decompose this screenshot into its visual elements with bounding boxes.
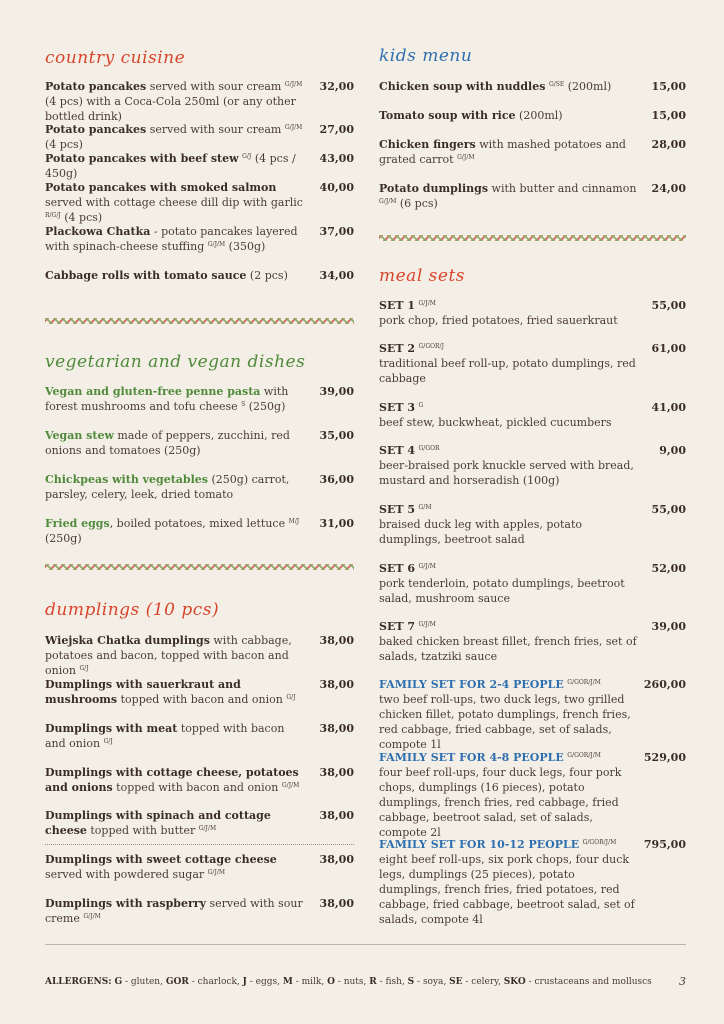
price: 37,00 [319, 225, 354, 238]
menu-item: Potato pancakes with smoked salmon served with cottage cheese dill dip with garlic $^{R/G/J}$ (4 pcs) 40,00 [45, 181, 354, 224]
menu-item: Dumplings with sauerkraut and mushrooms topped with bacon and onion $^{G/J}$ 38,00 [45, 678, 354, 706]
price: 28,00 [651, 138, 686, 151]
menu-item: Dumplings with sweet cottage cheese served with powdered sugar $^{G/J/M}$ 38,00 [45, 853, 354, 881]
price: 43,00 [319, 152, 354, 165]
menu-item: Potato dumplings with butter and cinnamon $^{G/J/M}$ (6 pcs) 24,00 [379, 182, 686, 210]
dotted-divider [45, 844, 354, 845]
section-title-vegetarian: vegetarian and vegan dishes [45, 352, 306, 372]
menu-item: Plackowa Chatka - potato pancakes layered with spinach-cheese stuffing $^{G/J/M}$ (350g) 37,00 [45, 225, 354, 253]
price: 55,00 [651, 503, 686, 516]
price: 38,00 [319, 766, 354, 779]
price: 27,00 [319, 123, 354, 136]
family-set-item: FAMILY SET FOR 10-12 PEOPLE $^{G/GOR/J/M}$ eight beef roll-ups, six pork chops, four duck legs, dumplings (25 pieces), potato dumplings, french fries, fried potatoes, red cabbage, fried cabbage, beetroot salad, set of salads, compote 4l 795,00 [379, 838, 686, 926]
menu-item: Vegan and gluten-free penne pasta with forest mushrooms and tofu cheese $^S$ (250g) 39,00 [45, 385, 354, 413]
price: 15,00 [651, 109, 686, 122]
price: 52,00 [651, 562, 686, 575]
set-item: SET 3 $^G$ beef stew, buckwheat, pickled cucumbers 41,00 [379, 401, 686, 429]
menu-item: Potato pancakes served with sour cream $^{G/J/M}$ (4 pcs) 27,00 [45, 123, 354, 151]
family-set-item: FAMILY SET FOR 2-4 PEOPLE $^{G/GOR/J/M}$ two beef roll-ups, two duck legs, two grilled chicken fillet, potato dumplings, french fries, red cabbage, fried cabbage, set of salads, compote 1l 260,00 [379, 678, 686, 751]
price: 35,00 [319, 429, 354, 442]
menu-item: Fried eggs, boiled potatoes, mixed lettuce $^{M/J}$ (250g) 31,00 [45, 517, 354, 545]
price: 260,00 [643, 678, 686, 691]
menu-item: Dumplings with meat topped with bacon and onion $^{G/J}$ 38,00 [45, 722, 354, 750]
price: 55,00 [651, 299, 686, 312]
footer-divider [45, 944, 686, 945]
price: 38,00 [319, 853, 354, 866]
set-item: SET 1 $^{G/J/M}$ pork chop, fried potatoes, fried sauerkraut 55,00 [379, 299, 686, 327]
set-item: SET 7 $^{G/J/M}$ baked chicken breast fillet, french fries, set of salads, tzatziki sauce 39,00 [379, 620, 686, 663]
price: 61,00 [651, 342, 686, 355]
menu-item: Potato pancakes served with sour cream $^{G/J/M}$ (4 pcs) with a Coca-Cola 250ml (or any other bottled drink) 32,00 [45, 80, 354, 123]
price: 529,00 [643, 751, 686, 764]
price: 31,00 [319, 517, 354, 530]
price: 36,00 [319, 473, 354, 486]
set-item: SET 2 $^{G/GOR/J}$ traditional beef roll-up, potato dumplings, red cabbage 61,00 [379, 342, 686, 385]
menu-item: Dumplings with raspberry served with sour creme $^{G/J/M}$ 38,00 [45, 897, 354, 925]
price: 795,00 [643, 838, 686, 851]
set-item: SET 6 $^{G/J/M}$ pork tenderloin, potato dumplings, beetroot salad, mushroom sauce 52,00 [379, 562, 686, 605]
price: 15,00 [651, 80, 686, 93]
decorative-divider [379, 235, 686, 241]
set-item: SET 4 $^{G/GOR}$ beer-braised pork knuckle served with bread, mustard and horseradish (100g) 9,00 [379, 444, 686, 487]
price: 38,00 [319, 809, 354, 822]
section-title-meal-sets: meal sets [379, 266, 465, 286]
price: 38,00 [319, 678, 354, 691]
menu-item: Wiejska Chatka dumplings with cabbage, potatoes and bacon, topped with bacon and onion $^{G/J}$ 38,00 [45, 634, 354, 677]
menu-item: Potato pancakes with beef stew $^{G/J}$ (4 pcs / 450g) 43,00 [45, 152, 354, 180]
price: 9,00 [659, 444, 686, 457]
decorative-divider [45, 318, 354, 324]
menu-item: Vegan stew made of peppers, zucchini, red onions and tomatoes (250g) 35,00 [45, 429, 354, 457]
section-title-country: country cuisine [45, 48, 186, 68]
price: 24,00 [651, 182, 686, 195]
menu-item: Cabbage rolls with tomato sauce (2 pcs) 34,00 [45, 269, 354, 282]
price: 41,00 [651, 401, 686, 414]
page-number: 3 [679, 975, 686, 988]
menu-item: Tomato soup with rice (200ml) 15,00 [379, 109, 686, 122]
family-set-item: FAMILY SET FOR 4-8 PEOPLE $^{G/GOR/J/M}$ four beef roll-ups, four duck legs, four pork chops, dumplings (16 pieces), potato dumplings, french fries, red cabbage, fried cabbage, beetroot salad, set of salads, compote 2l 529,00 [379, 751, 686, 839]
menu-item: Chickpeas with vegetables (250g) carrot, parsley, celery, leek, dried tomato 36,00 [45, 473, 354, 501]
price: 38,00 [319, 897, 354, 910]
price: 34,00 [319, 269, 354, 282]
price: 39,00 [319, 385, 354, 398]
allergens-legend: ALLERGENS: G - gluten, GOR - charlock, J - eggs, M - milk, O - nuts, R - fish, S - soya, SE - celery, SKO - crustaceans and molluscs [45, 977, 652, 987]
price: 38,00 [319, 722, 354, 735]
price: 38,00 [319, 634, 354, 647]
decorative-divider [45, 564, 354, 570]
price: 40,00 [319, 181, 354, 194]
set-item: SET 5 $^{G/M}$ braised duck leg with apples, potato dumplings, beetroot salad 55,00 [379, 503, 686, 546]
section-title-dumplings: dumplings (10 pcs) [45, 600, 220, 620]
price: 39,00 [651, 620, 686, 633]
menu-item: Dumplings with spinach and cottage cheese topped with butter $^{G/J/M}$ 38,00 [45, 809, 354, 837]
section-title-kids: kids menu [379, 46, 473, 66]
price: 32,00 [319, 80, 354, 93]
menu-item: Chicken soup with nuddles $^{G/SE}$ (200ml) 15,00 [379, 80, 686, 93]
menu-item: Dumplings with cottage cheese, potatoes and onions topped with bacon and onion $^{G/J/M}$ 38,00 [45, 766, 354, 794]
menu-item: Chicken fingers with mashed potatoes and grated carrot $^{G/J/M}$ 28,00 [379, 138, 686, 166]
